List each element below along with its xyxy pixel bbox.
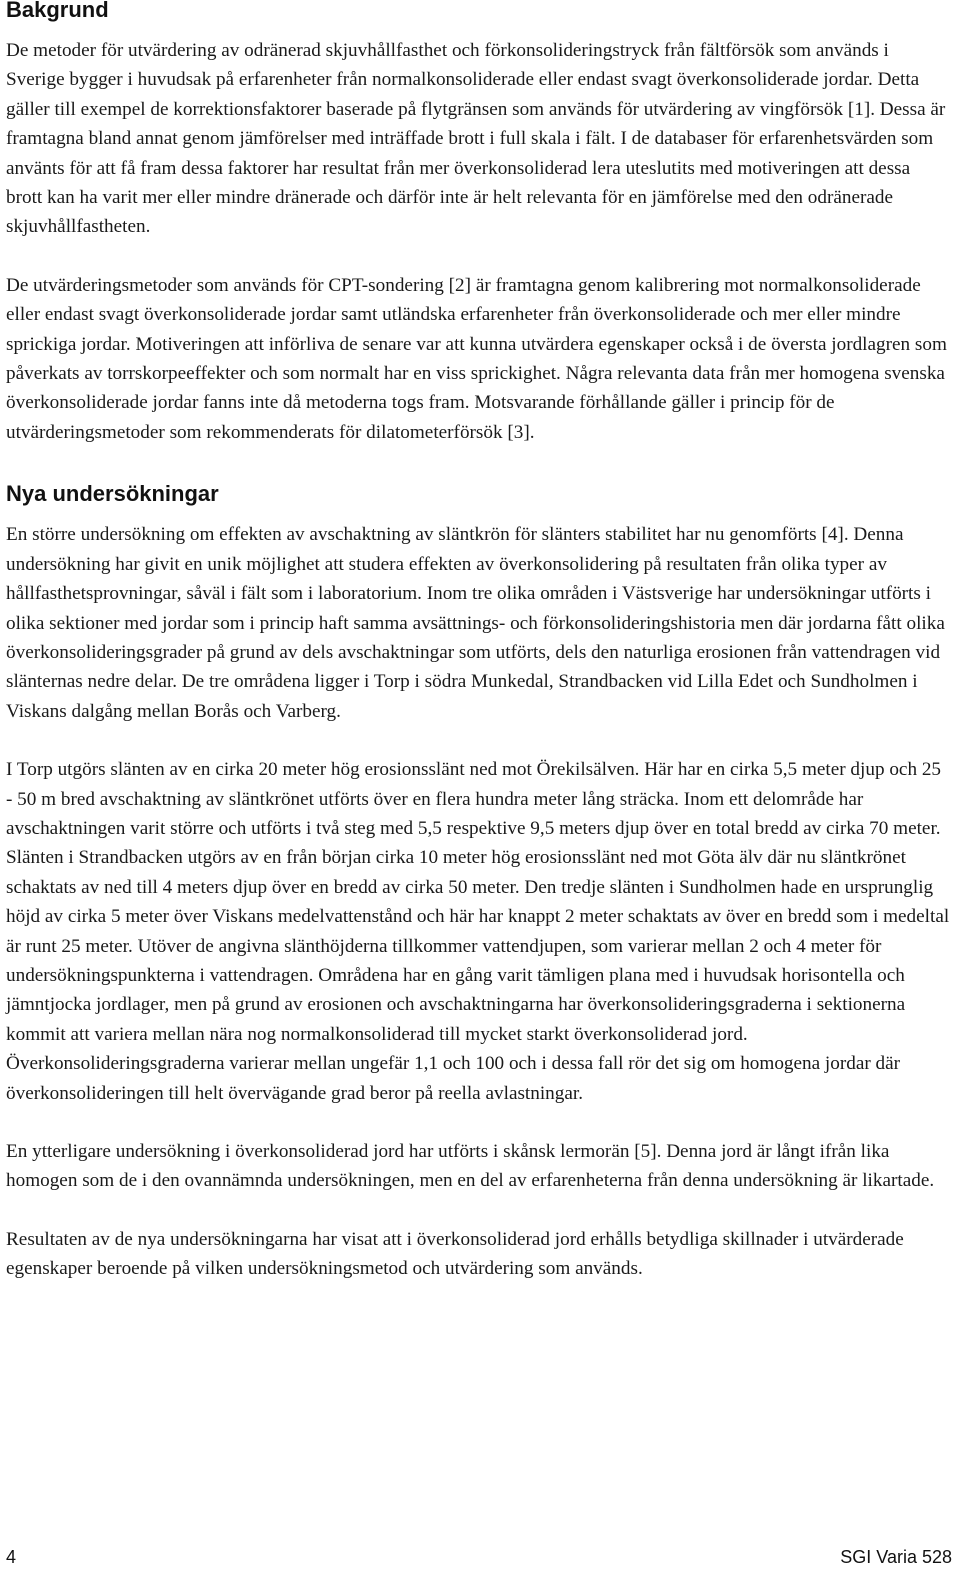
paragraph: Resultaten av de nya undersökningarna har visat att i överkonsoliderad jord erhålls betydliga skillnader i utvärderade egenskaper beroende på vilken undersökningsmetod och utvärdering som används. [6,1228,904,1280]
paragraph: De utvärderingsmetoder som används för CPT-sondering [2] är framtagna genom kalibrering mot normalkonsoliderade eller endast svagt överkonsoliderade jordar samt utländska erfarenheter från överkonsoliderade och mer eller mindre sprickiga jordar. Motiveringen att införliva de senare var att kunna utvärdera egenskaper också i de översta jordlagren som påverkats av torrskorpeeffekter och som normalt har en viss sprickighet. Några relevanta data från mer homogena svenska överkonsoliderade jordar fanns inte då metoderna togs fram. Motsvarande förhållande gäller i princip för de utvärderingsmetoder som rekommenderats för dilatometerförsök [3]. [6,274,947,443]
section-heading-nya-undersokningar: Nya undersökningar [6,481,219,507]
page-content [6,0,950,1284]
publication-label: SGI Varia 528 [840,1547,952,1567]
paragraph: De metoder för utvärdering av odränerad skjuvhållfasthet och förkonsolideringstryck från fältförsök som används i Sverige bygger i huvudsak på erfarenheter från normalkonsoliderade eller endast svagt överkonsoliderade jordar. Detta gäller till exempel de korrektionsfaktorer baserade på flytgränsen som används för utvärdering av vingförsök [1]. Dessa är framtagna bland annat genom jämförelser med inträffade brott i full skala i fält. I de databaser för erfarenhetsvärden som använts för att få fram dessa faktorer har resultat från mer överkonsoliderad lera uteslutits med motiveringen att dessa brott kan ha varit mer eller mindre dränerade och därför inte är helt relevanta för en jämförelse med den odränerade skjuvhållfastheten. [6,40,946,238]
paragraph: En ytterligare undersökning i överkonsoliderad jord har utförts i skånsk lermorän [5]. Denna jord är långt ifrån lika homogen som de i den ovannämnda undersökningen, men en del av erfarenheterna från denna undersökning är likartade. [6,1141,935,1192]
section-heading-bakgrund: Bakgrund [6,0,109,22]
paragraph: En större undersökning om effekten av avschaktning av släntkrön för slänters stabilitet har nu genomförts [4]. Denna undersökning har givit en unik möjlighet att studera effekten av överkonsolidering på resultaten från olika typer av hållfasthetsprovningar, såväl i fält som i laboratorium. Inom tre olika områden i Västsverige har undersökningar utförts i olika sektioner med jordar som i princip haft samma avsättnings- och förkonsolideringshistoria men där jordarna fått olika överkonsolideringsgrader på grund av dels avschaktningar som utförts, dels den naturliga erosionen från vattendragen vid slänternas nedre delar. De tre områdena ligger i Torp i södra Munkedal, Strandbacken vid Lilla Edet och Sundholmen i Viskans dalgång mellan Borås och Varberg. [6,524,945,722]
page-number: 4 [6,1547,17,1567]
paragraph: I Torp utgörs slänten av en cirka 20 meter hög erosionsslänt ned mot Örekilsälven. Här har en cirka 5,5 meter djup och 25 - 50 m bred avschaktning av släntkrönet utförts över en flera hundra meter lång sträcka. Inom ett delområde har avschaktningen varit större och utförts i två steg med 5,5 respektive 9,5 meters djup över en total bredd av cirka 70 meter. Slänten i Strandbacken utgörs av en från början cirka 10 meter hög erosionsslänt ned mot Göta älv där nu släntkrönet schaktats av ned till 4 meters djup över en bredd av cirka 50 meter. Den tredje slänten i Sundholmen hade en ursprunglig höjd av cirka 5 meter över Viskans medelvattenstånd och här har knappt 2 meter schaktats av över en bredd som i medeltal är runt 25 meter. Utöver de angivna slänthöjderna tillkommer vattendjupen, som varierar mellan 2 och 4 meter för undersökningspunkterna i vattendragen. Områdena har en gång varit tämligen plana med i huvudsak horisontella och jämntjocka jordlager, men på grund av erosionen och avschaktningarna har överkonsolideringsgraderna i sektionerna kommit att variera mellan nära nog normalkonsoliderad till mycket starkt överkonsoliderad jord. Överkonsolideringsgraderna varierar mellan ungefär 1,1 och 100 och i dessa fall rör det sig om homogena jordar där överkonsolideringen till helt övervägande grad beror på reella avlastningar. [6,759,950,1104]
